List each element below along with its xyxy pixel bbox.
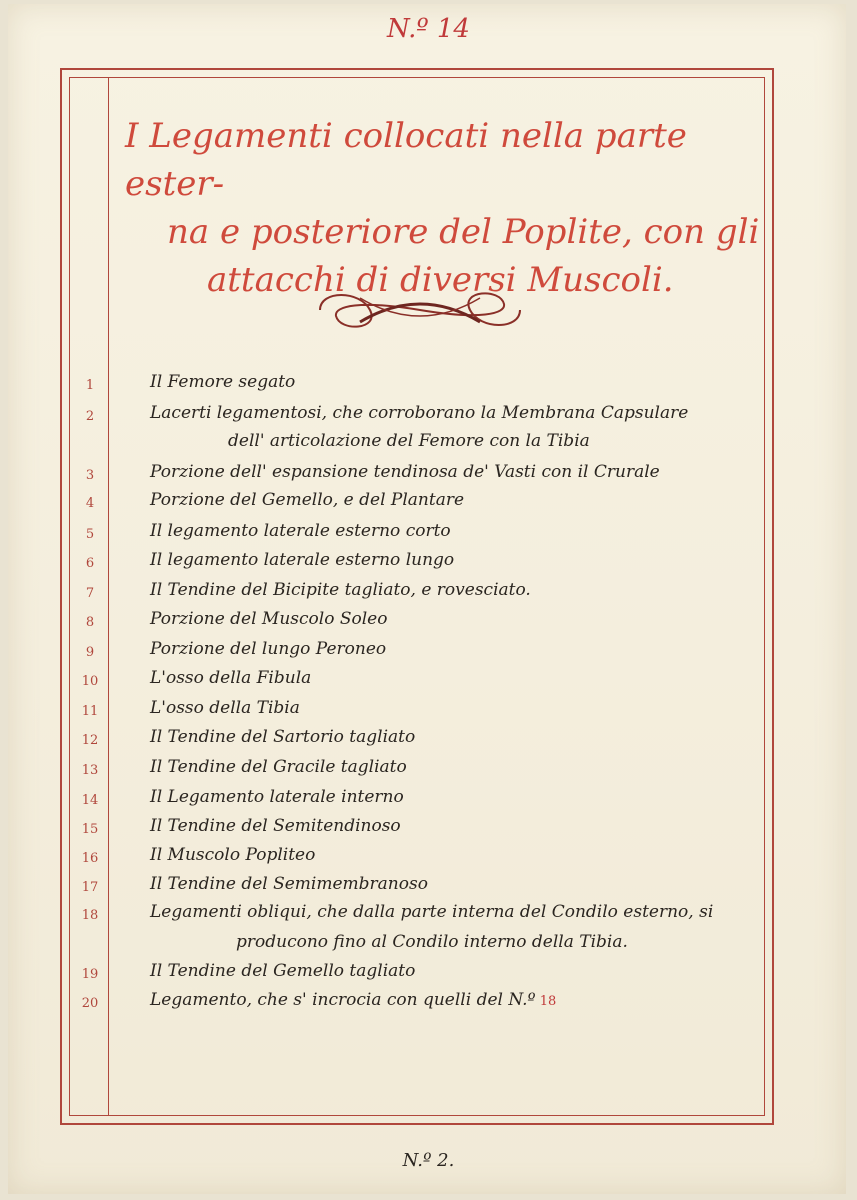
legend-number: 20 xyxy=(81,996,99,1011)
legend-text-main: Porzione dell' espansione tendinosa de' Vasti con il Crurale xyxy=(150,462,660,482)
legend-item xyxy=(0,757,857,785)
legend-number: 4 xyxy=(85,496,95,511)
plate-number: N.º 14 xyxy=(387,14,470,44)
legend-text-main: Il Muscolo Popliteo xyxy=(150,845,316,865)
legend-text-main: Il legamento laterale esterno lungo xyxy=(150,550,455,570)
legend-text xyxy=(150,816,401,836)
page-title xyxy=(115,112,775,304)
legend-number: 6 xyxy=(85,556,95,571)
legend-item xyxy=(0,372,857,400)
legend-item xyxy=(0,639,857,667)
legend-item xyxy=(0,874,857,902)
legend-number: 13 xyxy=(81,763,99,778)
legend-item xyxy=(0,550,857,578)
legend-item xyxy=(0,403,857,431)
legend-number: 11 xyxy=(81,704,99,719)
legend-text xyxy=(150,403,688,423)
legend-number: 10 xyxy=(81,674,99,689)
legend-number: 7 xyxy=(85,586,95,601)
legend-text-main: Porzione del Gemello, e del Plantare xyxy=(150,490,465,510)
legend-item xyxy=(0,698,857,726)
calligraphic-flourish xyxy=(300,280,540,340)
legend-number: 12 xyxy=(81,733,99,748)
legend-text-continuation: dell' articolazione del Femore con la Tibia xyxy=(228,431,590,451)
legend-number: 8 xyxy=(85,615,95,630)
legend-number: 16 xyxy=(81,851,99,866)
legend-number: 1 xyxy=(85,378,95,393)
legend-text-main: L'osso della Fibula xyxy=(150,668,312,688)
footer-number: N.º 2. xyxy=(402,1150,455,1171)
legend-text-main: Porzione del Muscolo Soleo xyxy=(150,609,388,629)
legend-text xyxy=(150,757,407,777)
legend-item xyxy=(0,816,857,844)
title-line-3: attacchi di diversi Muscoli. xyxy=(207,260,674,300)
legend-text-main: Il Tendine del Semitendinoso xyxy=(150,816,401,836)
legend-item xyxy=(0,902,857,930)
legend-number: 15 xyxy=(81,822,99,837)
title-line-2: na e posteriore del Poplite, con gli xyxy=(167,212,760,252)
legend-text-main: Lacerti legamentosi, che corroborano la Membrana Capsulare xyxy=(150,403,689,423)
legend-text xyxy=(150,787,404,807)
legend-item xyxy=(0,609,857,637)
legend-number: 9 xyxy=(85,645,95,660)
legend-text-main: Il Tendine del Gracile tagliato xyxy=(150,757,407,777)
legend-text xyxy=(150,668,311,688)
legend-text-main: Legamento, che s' incrocia con quelli del N.º xyxy=(150,990,536,1010)
legend-text-main: Il Tendine del Sartorio tagliato xyxy=(150,727,416,747)
legend-text xyxy=(150,874,428,894)
legend-item xyxy=(0,990,857,1018)
legend-number: 5 xyxy=(85,527,95,542)
legend-item xyxy=(0,668,857,696)
legend-text xyxy=(150,639,386,659)
legend-item xyxy=(0,787,857,815)
legend-text xyxy=(150,372,295,392)
legend-text xyxy=(150,462,660,482)
legend-text-main: Il Femore segato xyxy=(150,372,296,392)
legend-text-main: Il legamento laterale esterno corto xyxy=(150,521,451,541)
legend-text-main: L'osso della Tibia xyxy=(150,698,300,718)
legend-text xyxy=(150,902,713,922)
legend-item xyxy=(0,961,857,989)
title-line-1: I Legamenti collocati nella parte ester- xyxy=(125,116,687,204)
legend-text xyxy=(150,961,415,981)
legend-text-main: Il Legamento laterale interno xyxy=(150,787,404,807)
legend-text xyxy=(150,521,451,541)
legend-number: 17 xyxy=(81,880,99,895)
legend-text-main: Il Tendine del Semimembranoso xyxy=(150,874,428,894)
legend-item xyxy=(0,521,857,549)
legend-text-continuation: producono fino al Condilo interno della Tibia. xyxy=(236,932,628,952)
legend-text xyxy=(150,490,464,510)
legend-item xyxy=(0,462,857,490)
legend-item xyxy=(0,727,857,755)
legend-text-main: Porzione del lungo Peroneo xyxy=(150,639,387,659)
legend-number: 14 xyxy=(81,793,99,808)
legend-text xyxy=(150,727,415,747)
legend-text-main: Il Tendine del Bicipite tagliato, e rovesciato. xyxy=(150,580,531,600)
legend-text xyxy=(150,609,387,629)
legend-text-main: Legamenti obliqui, che dalla parte interna del Condilo esterno, si xyxy=(150,902,714,922)
legend-text-main: Il Tendine del Gemello tagliato xyxy=(150,961,416,981)
legend-text xyxy=(150,698,300,718)
legend-number: 2 xyxy=(85,409,95,424)
legend-text xyxy=(150,580,531,600)
legend-text xyxy=(150,550,454,570)
legend-item xyxy=(0,490,857,518)
legend-number: 3 xyxy=(85,468,95,483)
legend-number: 18 xyxy=(81,908,99,923)
legend-number: 19 xyxy=(81,967,99,982)
legend-text xyxy=(150,845,315,865)
legend-text xyxy=(150,990,556,1010)
legend-item xyxy=(0,845,857,873)
legend-item xyxy=(0,580,857,608)
cross-reference-number: 18 xyxy=(539,994,557,1009)
